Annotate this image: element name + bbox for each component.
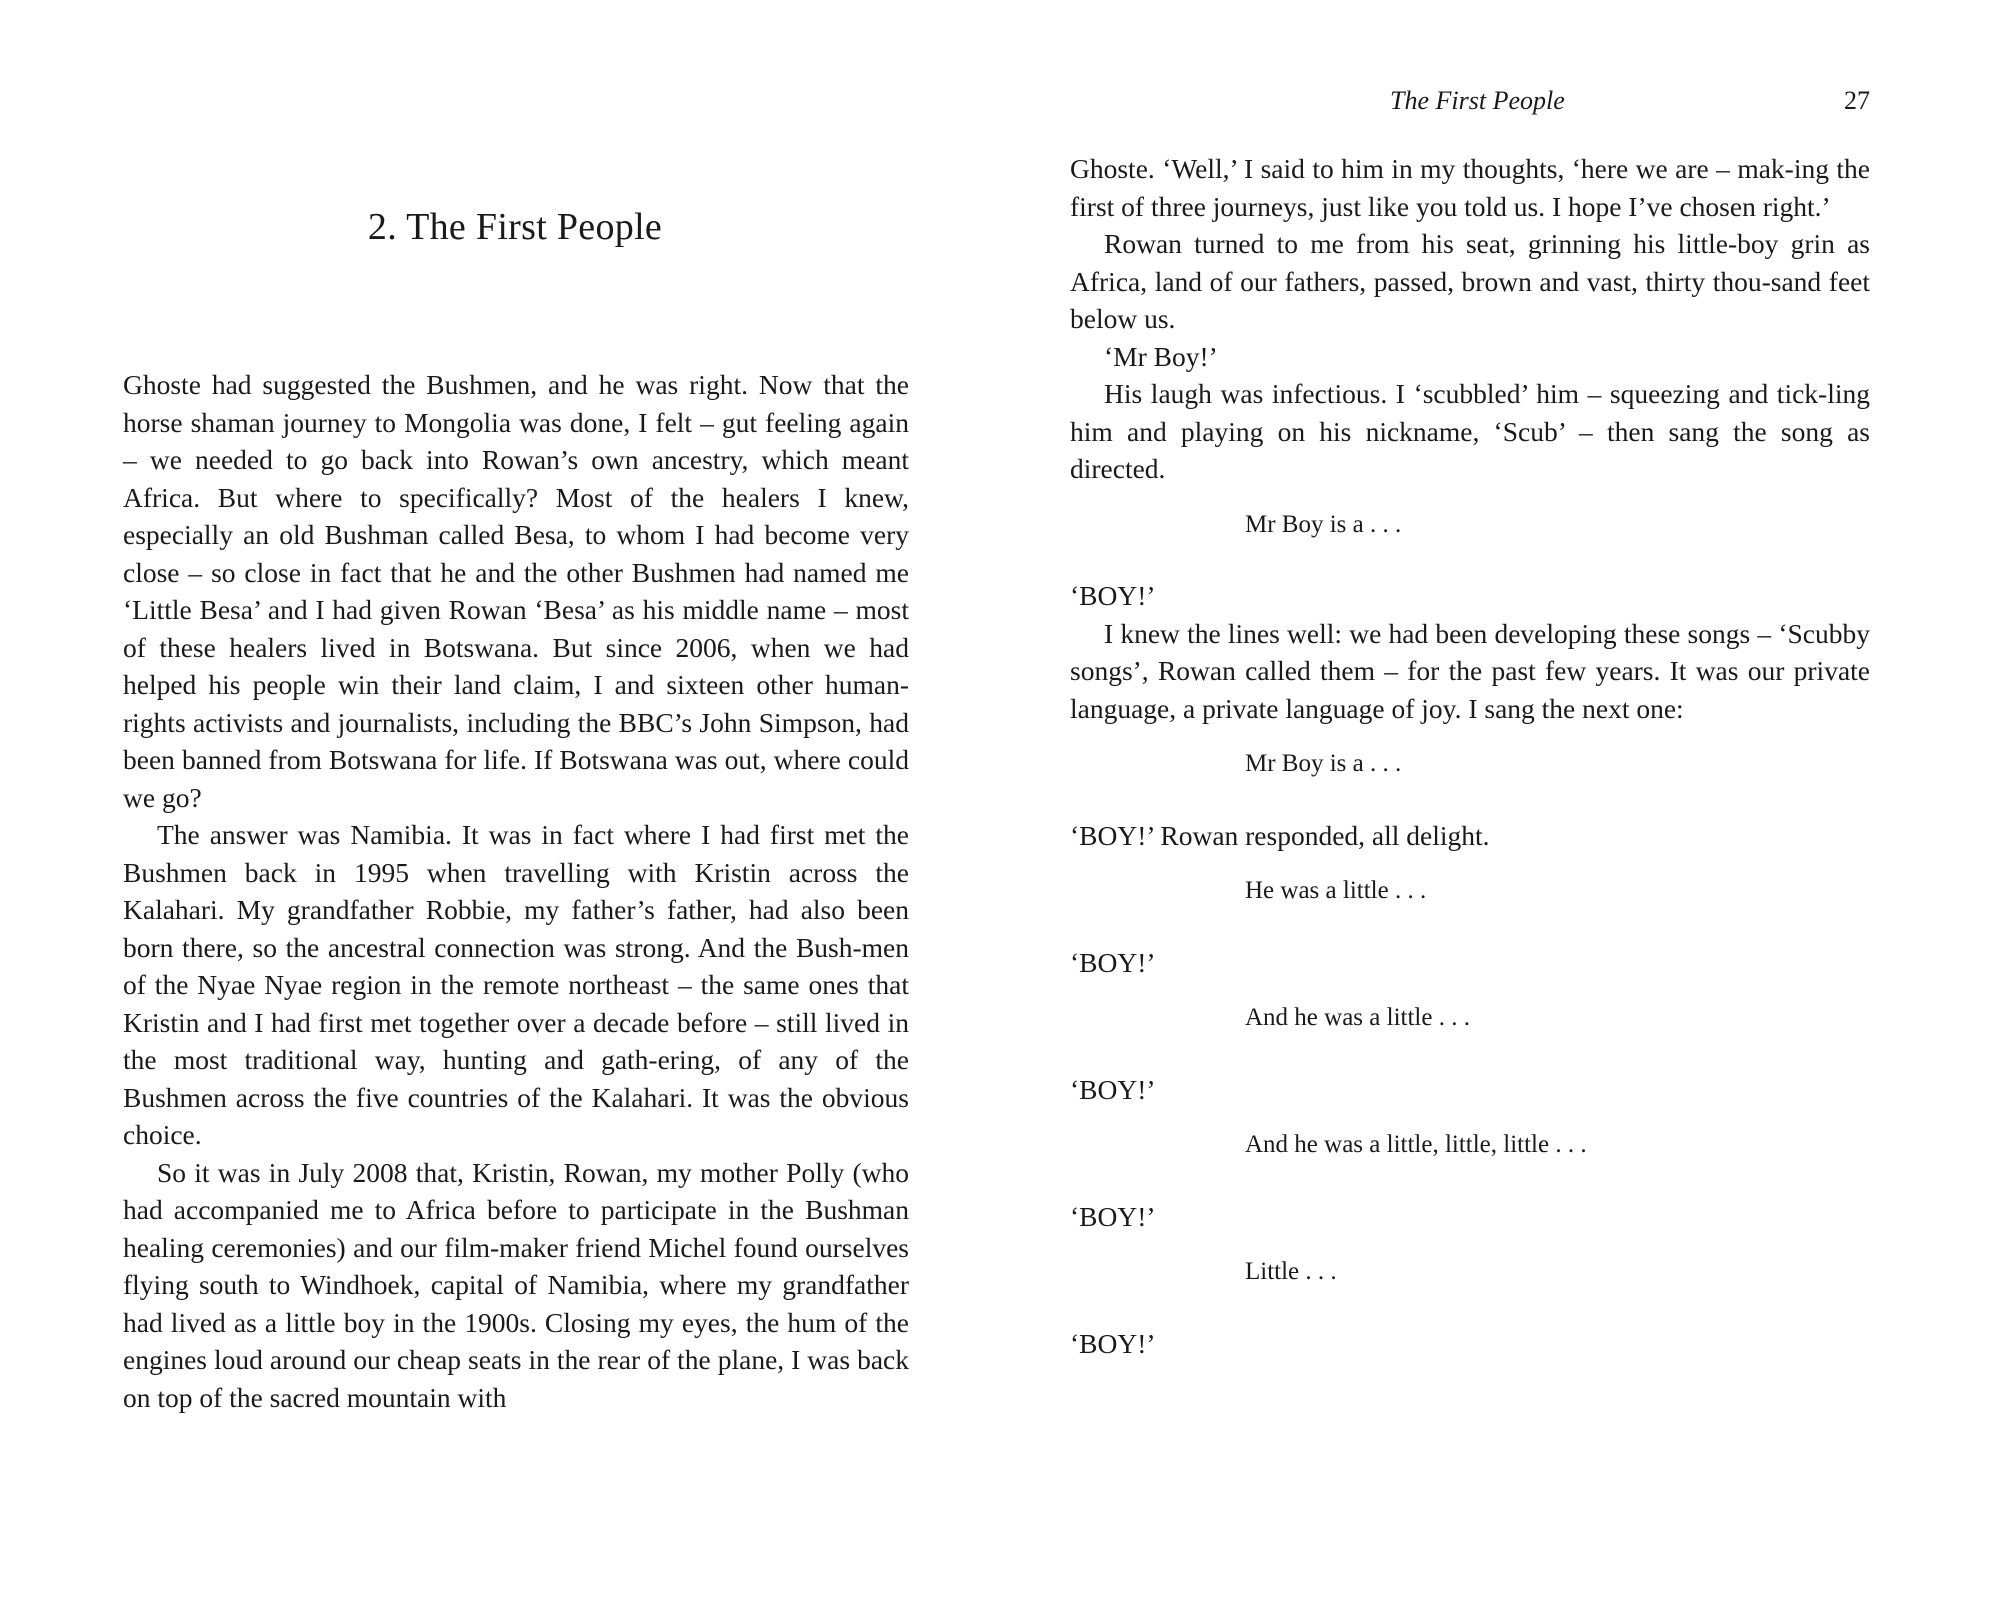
paragraph: Ghoste had suggested the Bushmen, and he was right. Now that the horse shaman journey to Mongolia was done, I felt – gut feeling again – we needed to go back into Rowan’s own ancestry, which meant Africa. But where to specifically? Most of the healers I knew, especially an old Bushman called Besa, to whom I had become very close – so close in fact that he and the other Bushmen had named me ‘Little Besa’ and I had given Rowan ‘Besa’ as his middle name – most of these healers lived in Botswana. But since 2006, when we had helped his people win their land claim, I and sixteen other human-rights activists and journalists, including the BBC’s John Simpson, had been banned from Botswana for life. If Botswana was out, where could we go?	[123, 369, 909, 813]
paragraph: His laugh was infectious. I ‘scubbled’ him – squeezing and tick-ling him and playing on his nickname, ‘Scub’ – then sang the song as directed.	[1070, 378, 1870, 484]
right-page	[1000, 0, 2000, 1619]
song-response: ‘BOY!’ Rowan responded, all delight.	[1070, 819, 1490, 851]
song-response: ‘BOY!’	[1070, 946, 1156, 978]
song-response: ‘BOY!’	[1070, 1073, 1156, 1105]
song-line: He was a little . . .	[1245, 877, 1427, 904]
running-header: The First People	[1390, 86, 1565, 115]
paragraph: I knew the lines well: we had been developing these songs – ‘Scubby songs’, Rowan called them – for the past few years. It was our private language, a private language of joy. I sang the next one:	[1070, 617, 1870, 724]
paragraph: So it was in July 2008 that, Kristin, Rowan, my mother Polly (who had accompanied me to Africa before to participate in the Bushman healing ceremonies) and our film-maker friend Michel found ourselves flying south to Windhoek, capital of Namibia, where my grandfather had lived as a little boy in the 1900s. Closing my eyes, the hum of the engines loud around our cheap seats in the rear of the plane, I was back on top of the sacred mountain with	[123, 1156, 909, 1413]
paragraph: Rowan turned to me from his seat, grinning his little-boy grin as Africa, land of our fathers, passed, brown and vast, thirty thou-sand feet below us.	[1070, 228, 1870, 334]
song-response: ‘BOY!’	[1070, 1327, 1156, 1359]
song-line: Mr Boy is a . . .	[1245, 510, 1402, 538]
song-response: ‘BOY!’	[1070, 580, 1156, 611]
song-line: Little . . .	[1245, 1258, 1337, 1285]
paragraph: Ghoste. ‘Well,’ I said to him in my thoughts, ‘here we are – mak-ing the first of three journeys, just like you told us. I hope I’ve chosen right.’	[1070, 153, 1870, 222]
song-line: And he was a little . . .	[1245, 1004, 1470, 1031]
song-line: And he was a little, little, little . . .	[1245, 1131, 1587, 1158]
page-number: 27	[1844, 86, 1870, 115]
paragraph: The answer was Namibia. It was in fact where I had first met the Bushmen back in 1995 when travelling with Kristin across the Kalahari. My grandfather Robbie, my father’s father, had also been born there, so the ancestral connection was strong. And the Bush-men of the Nyae Nyae region in the remote northeast – the same ones that Kristin and I had first met together over a decade before – still lived in the most traditional way, hunting and gath-ering, of any of the Bushmen across the five countries of the Kalahari. It was the obvious choice.	[123, 819, 909, 1150]
right-page-body	[1070, 150, 1870, 1362]
chapter-title: 2. The First People	[367, 206, 663, 248]
dialogue-line: ‘Mr Boy!’	[1104, 340, 1218, 372]
song-line: Mr Boy is a . . .	[1245, 750, 1402, 777]
song-response: ‘BOY!’	[1070, 1200, 1156, 1232]
left-page-body	[123, 366, 909, 1416]
